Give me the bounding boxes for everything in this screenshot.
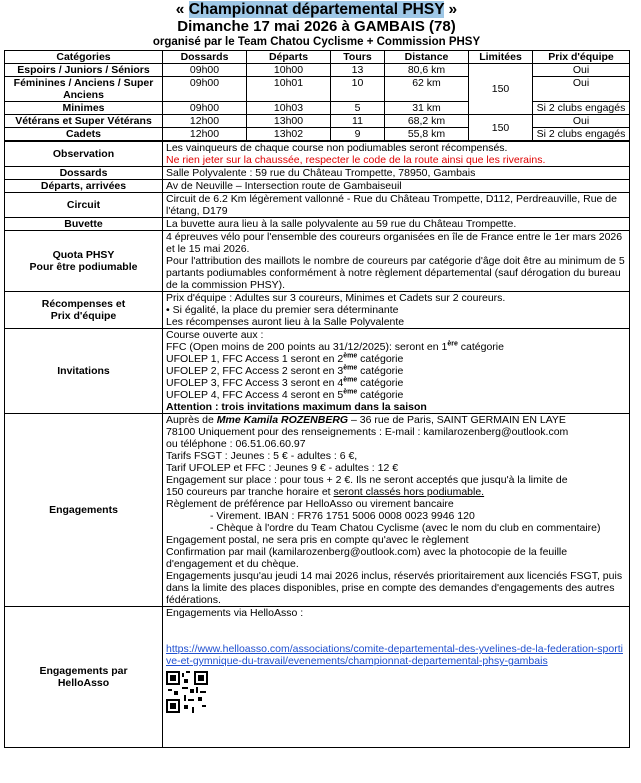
category-cell: Cadets	[5, 128, 163, 141]
quota-content	[163, 231, 630, 292]
observation-row	[5, 142, 630, 167]
qr-code-icon	[166, 671, 208, 713]
departs-cell: 13h00	[247, 115, 331, 128]
observation-warning: Ne rien jeter sur la chaussée, respecter le code de la route ainsi que les riverains.	[166, 154, 546, 166]
buvette-text: La buvette aura lieu à la salle polyvalente au 59 rue du Château Trompette.	[163, 218, 630, 231]
recompenses-row	[5, 292, 630, 329]
table-row	[5, 77, 630, 102]
prix-cell: Oui	[533, 64, 630, 77]
tours-cell: 11	[331, 115, 385, 128]
tours-cell: 10	[331, 77, 385, 102]
quota-paragraph-1: 4 épreuves vélo pour l'ensemble des coureurs organisées en île de France entre le 1er mars 2026 et le 15 mai 2026.	[166, 231, 623, 255]
col-header-dossards: Dossards	[163, 51, 247, 64]
helloasso-row	[5, 607, 630, 748]
dossards-cell: 12h00	[163, 115, 247, 128]
col-header-limitees: Limitées	[469, 51, 533, 64]
distance-cell: 62 km	[385, 77, 469, 102]
distance-cell: 55,8 km	[385, 128, 469, 141]
circuit-row	[5, 193, 630, 218]
departs-text: Av de Neuville – Intersection route de Gambaiseuil	[163, 180, 630, 193]
buvette-label: Buvette	[5, 218, 163, 231]
dossards-row	[5, 167, 630, 180]
limit-afternoon-cell: 150	[469, 115, 533, 141]
schedule-table	[4, 50, 630, 141]
dossards-cell: 12h00	[163, 128, 247, 141]
limit-morning-cell: 150	[469, 64, 533, 115]
helloasso-label: Engagements par HelloAsso	[5, 607, 163, 748]
departs-row	[5, 180, 630, 193]
info-table	[4, 141, 630, 748]
helloasso-content: Engagements via HelloAsso : https://www.helloasso.com/associations/comite-departemental-des-yvelines-de-la-federation-sportive-et-gymnique-du-travail/evenements/championnat-departemental-phsy-gambais	[163, 607, 630, 748]
helloasso-link[interactable]: https://www.helloasso.com/associations/comite-departemental-des-yvelines-de-la-federation-sportive-et-gymnique-du-travail/evenements/championnat-departemental-phsy-gambais	[166, 643, 623, 667]
buvette-row	[5, 218, 630, 231]
dossards-label: Dossards	[5, 167, 163, 180]
departs-cell: 10h03	[247, 102, 331, 115]
schedule-header-row	[5, 51, 630, 64]
document-header	[4, 1, 629, 49]
quota-label: Quota PHSY Pour être podiumable	[5, 231, 163, 292]
engagements-row	[5, 414, 630, 607]
circuit-text: Circuit de 6.2 Km légèrement vallonné - Rue du Château Trompette, D112, Perdreauville, Rue de l'étang, D179	[163, 193, 630, 218]
dossards-cell: 09h00	[163, 102, 247, 115]
dossards-text: Salle Polyvalente : 59 rue du Château Trompette, 78950, Gambais	[163, 167, 630, 180]
observation-label: Observation	[5, 142, 163, 167]
invitations-row	[5, 329, 630, 414]
category-cell: Espoirs / Juniors / Séniors	[5, 64, 163, 77]
category-cell: Féminines / Anciens / Super Anciens	[5, 77, 163, 102]
invitations-content: Course ouverte aux : FFC (Open moins de 200 points au 31/12/2025): seront en 1ère catégorie UFOLEP 1, FFC Access 1 seront en 2ème catégorie UFOLEP 2, FFC Access 2 seront en 3ème catégorie UFOLEP 3, FFC Access 3 seront en 4ème catégorie UFOLEP 4, FFC Access 4 seront en 5ème catégorie Attention : trois invitations maximum dans la saison	[163, 329, 630, 414]
invitations-label: Invitations	[5, 329, 163, 414]
departs-cell: 10h00	[247, 64, 331, 77]
event-date-location: Dimanche 17 mai 2026 à GAMBAIS (78)	[177, 18, 456, 35]
table-row	[5, 115, 630, 128]
dossards-cell: 09h00	[163, 64, 247, 77]
document-title: « Championnat départemental PHSY »	[175, 1, 458, 18]
tours-cell: 13	[331, 64, 385, 77]
invitations-attention: Attention : trois invitations maximum dans la saison	[166, 401, 427, 413]
departs-cell: 10h01	[247, 77, 331, 102]
recompenses-content: Prix d'équipe : Adultes sur 3 coureurs, Minimes et Cadets sur 2 coureurs. • Si égalité, la place du premier sera déterminante Les récompenses auront lieu à la Salle Polyvalente	[163, 292, 630, 329]
organizer-line: organisé par le Team Chatou Cyclisme + Commission PHSY	[152, 36, 481, 48]
tours-cell: 9	[331, 128, 385, 141]
title-highlight: Championnat départemental PHSY	[188, 1, 445, 18]
col-header-prix-equipe: Prix d'équipe	[533, 51, 630, 64]
tours-cell: 5	[331, 102, 385, 115]
category-cell: Minimes	[5, 102, 163, 115]
prix-cell: Oui	[533, 115, 630, 128]
table-row	[5, 128, 630, 141]
prix-cell: Oui	[533, 77, 630, 102]
col-header-departs: Départs	[247, 51, 331, 64]
departs-cell: 13h02	[247, 128, 331, 141]
distance-cell: 80,6 km	[385, 64, 469, 77]
observation-content	[163, 142, 630, 167]
distance-cell: 68,2 km	[385, 115, 469, 128]
observation-text: Les vainqueurs de chaque course non podiumables seront récompensés.	[166, 142, 508, 154]
prix-cell: Si 2 clubs engagés	[533, 128, 630, 141]
dossards-cell: 09h00	[163, 77, 247, 102]
engagements-label: Engagements	[5, 414, 163, 607]
table-row	[5, 102, 630, 115]
engagements-content: Auprès de Mme Kamila ROZENBERG – 36 rue de Paris, SAINT GERMAIN EN LAYE 78100 Uniquement pour des renseignements : E-mail : kamilarozenberg@outlook.com ou téléphone : 06.51.06.60.97 Tarifs FSGT : Jeunes : 5 € - adultes : 6 €, Tarif UFOLEP et FFC : Jeunes 9 € - adultes : 12 € Engagement sur place : pour tous + 2 €. Ils ne seront acceptés que jusqu'à la limite de 150 coureurs par tranche horaire et seront classés hors podiumable. Règlement de préférence par HelloAsso ou virement bancaire - Virement. IBAN : FR76 1751 5006 0008 0023 9946 120 - Chèque à l'ordre du Team Chatou Cyclisme (avec le nom du club en commentaire) Engagement postal, ne sera pris en compte qu'avec le règlement Confirmation par mail (kamilarozenberg@outlook.com) avec la photocopie de la feuille d'engagement et du chèque. Engagements jusqu'au jeudi 14 mai 2026 inclus, réservés prioritairement aux licenciés FSGT, puis dans la limite des places disponibles, prise en compte des demandes d'engagements des autres fédérations.	[163, 414, 630, 607]
quota-paragraph-2: Pour l'attribution des maillots le nombre de coureurs par catégorie d'âge doit être au minimum de 5 partants podiumables conformément à notre règlement départemental (sauf dérogation du bureau de la commission PHSY).	[166, 255, 625, 291]
table-row	[5, 64, 630, 77]
category-cell: Vétérans et Super Vétérans	[5, 115, 163, 128]
col-header-distance: Distance	[385, 51, 469, 64]
distance-cell: 31 km	[385, 102, 469, 115]
col-header-tours: Tours	[331, 51, 385, 64]
document-page	[4, 1, 629, 748]
circuit-label: Circuit	[5, 193, 163, 218]
prix-cell: Si 2 clubs engagés	[533, 102, 630, 115]
quota-row	[5, 231, 630, 292]
col-header-categories: Catégories	[5, 51, 163, 64]
departs-label: Départs, arrivées	[5, 180, 163, 193]
recompenses-label: Récompenses et Prix d'équipe	[5, 292, 163, 329]
